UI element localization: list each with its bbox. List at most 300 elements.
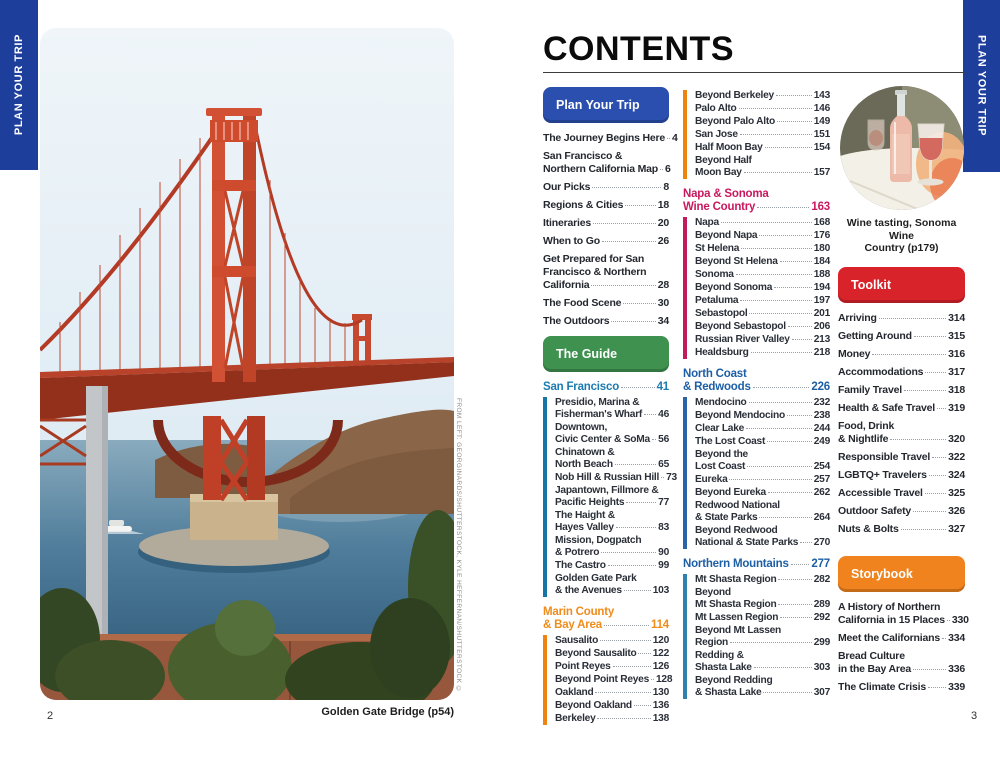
toc-entry xyxy=(695,282,830,294)
toc-entry xyxy=(838,600,969,627)
bridge-photo-caption: Golden Gate Bridge (p54) xyxy=(321,706,454,718)
plan-your-trip-tab-right xyxy=(963,0,1000,172)
toc-page-number: 257 xyxy=(813,474,830,485)
toolkit-list xyxy=(838,312,965,536)
toolkit-banner xyxy=(838,267,965,303)
toc-page-number: 307 xyxy=(813,687,830,698)
toc-page-number: 197 xyxy=(813,295,830,306)
toc-entry xyxy=(695,334,830,346)
toc-entry xyxy=(543,253,669,292)
dot-leader xyxy=(763,692,811,693)
toc-label: Russian River Valley xyxy=(695,334,790,345)
dot-leader xyxy=(787,415,812,416)
dot-leader xyxy=(661,477,664,478)
toc-label: & Bay Area xyxy=(543,619,602,631)
toc-label: Responsible Travel xyxy=(838,450,931,463)
toc-label: Petaluma xyxy=(695,295,739,306)
toc-entry xyxy=(838,348,965,361)
toc-page-number: 184 xyxy=(813,256,830,267)
section-items xyxy=(543,635,673,725)
wine-tasting-photo xyxy=(840,86,964,210)
toc-entry xyxy=(838,384,965,397)
toc-entry xyxy=(555,700,669,712)
toc-page-number: 317 xyxy=(948,365,965,378)
dot-leader xyxy=(602,241,656,242)
toc-label: Mt Lassen Region xyxy=(695,612,779,623)
toc-label: San Francisco & xyxy=(543,150,623,162)
toc-entry xyxy=(695,474,830,486)
toc-page-number: 180 xyxy=(813,243,830,254)
toc-label: Northern Mountains xyxy=(683,558,789,570)
toc-entry xyxy=(555,713,669,725)
toc-page-number: 322 xyxy=(948,450,965,463)
wine-photo-caption xyxy=(838,217,965,255)
dot-leader xyxy=(616,527,656,528)
toc-label: Food, Drink xyxy=(838,419,895,432)
toc-page-number: 319 xyxy=(948,401,965,414)
toc-entry xyxy=(695,612,830,624)
toc-entry xyxy=(555,447,669,471)
toc-page-number: 218 xyxy=(813,347,830,358)
toc-label: Our Picks xyxy=(543,181,591,193)
contents-column-1 xyxy=(543,87,678,726)
toc-page-number: 151 xyxy=(813,129,830,140)
dot-leader xyxy=(904,390,946,391)
toc-label: Point Reyes xyxy=(555,661,611,672)
toc-label: Presidio, Marina & xyxy=(555,397,640,408)
toc-entry xyxy=(695,675,830,699)
toc-label: Nob Hill & Russian Hill xyxy=(555,472,660,483)
toc-label: Chinatown & xyxy=(555,447,615,458)
dot-leader xyxy=(736,274,812,275)
toc-entry xyxy=(695,347,830,359)
toc-entry xyxy=(555,485,669,509)
dot-leader xyxy=(740,300,811,301)
toc-page-number: 136 xyxy=(652,700,669,711)
dot-leader xyxy=(644,414,656,415)
toc-label: Francisco & Northern xyxy=(543,266,647,278)
dot-leader xyxy=(765,147,812,148)
toc-label: Getting Around xyxy=(838,329,912,342)
dot-leader xyxy=(667,138,670,139)
dot-leader xyxy=(591,285,655,286)
toc-label: Sebastopol xyxy=(695,308,748,319)
toc-label: Berkeley xyxy=(555,713,596,724)
toc-label: Moon Bay xyxy=(695,167,742,178)
toc-label: Sausalito xyxy=(555,635,599,646)
dot-leader xyxy=(621,387,655,388)
toc-page-number: 90 xyxy=(658,547,669,558)
tab-label: PLAN YOUR TRIP xyxy=(13,34,25,136)
page-number-right: 3 xyxy=(971,710,978,722)
dot-leader xyxy=(778,604,811,605)
toc-page-number: 334 xyxy=(948,631,965,644)
toc-label: Redding & xyxy=(695,650,744,661)
section-header xyxy=(683,558,830,571)
toc-page-number: 188 xyxy=(813,269,830,280)
toc-label: The Food Scene xyxy=(543,297,622,309)
section-header xyxy=(683,188,830,214)
toc-entry xyxy=(543,217,669,230)
dot-leader xyxy=(730,642,812,643)
toc-entry xyxy=(683,188,830,214)
toc-label: When to Go xyxy=(543,235,600,247)
dot-leader xyxy=(767,441,812,442)
toc-entry xyxy=(695,436,830,448)
dot-leader xyxy=(595,692,650,693)
toc-entry xyxy=(555,397,669,421)
golden-gate-bridge-photo xyxy=(40,28,454,700)
toc-label: & the Avenues xyxy=(555,585,622,596)
dot-leader xyxy=(625,205,655,206)
toc-entry xyxy=(695,321,830,333)
dot-leader xyxy=(913,511,946,512)
wine-illustration xyxy=(840,86,964,210)
toc-label: Eureka xyxy=(695,474,728,485)
toc-entry xyxy=(543,199,669,212)
toc-label: Beyond Redwood xyxy=(695,525,778,536)
toc-label: Half Moon Bay xyxy=(695,142,763,153)
dot-leader xyxy=(780,261,812,262)
toc-label: Beyond Eureka xyxy=(695,487,766,498)
dot-leader xyxy=(777,121,812,122)
section-northern-mountains xyxy=(683,558,830,699)
section-header xyxy=(683,368,830,394)
toc-label: Beyond Mendocino xyxy=(695,410,785,421)
toc-entry xyxy=(555,573,669,597)
dot-leader xyxy=(592,187,661,188)
toc-page-number: 315 xyxy=(948,329,965,342)
toc-label: Hayes Valley xyxy=(555,522,614,533)
toc-page-number: 77 xyxy=(658,497,669,508)
toc-label: Beyond St Helena xyxy=(695,256,778,267)
toc-entry xyxy=(838,523,965,536)
toc-page-number: 30 xyxy=(657,297,669,309)
toc-page-number: 232 xyxy=(813,397,830,408)
toc-entry xyxy=(543,132,678,145)
toc-entry xyxy=(555,635,669,647)
toc-label: Nuts & Bolts xyxy=(838,522,899,535)
toc-label: California xyxy=(543,279,590,291)
section-items xyxy=(543,397,677,597)
dot-leader xyxy=(739,108,812,109)
toc-page-number: 8 xyxy=(663,181,669,193)
toc-label: The Journey Begins Here xyxy=(543,132,666,144)
toc-label: Napa & Sonoma xyxy=(683,188,769,200)
toc-entry xyxy=(695,587,830,611)
dot-leader xyxy=(749,402,812,403)
dot-leader xyxy=(634,705,651,706)
toc-label: Healdsburg xyxy=(695,347,749,358)
dot-leader xyxy=(613,666,651,667)
toc-entry xyxy=(838,402,965,415)
toc-page-number: 324 xyxy=(948,468,965,481)
toc-page-number: 292 xyxy=(813,612,830,623)
section-header xyxy=(543,606,669,632)
toc-page-number: 103 xyxy=(652,585,669,596)
toc-page-number: 194 xyxy=(813,282,830,293)
toc-label: Beyond Oakland xyxy=(555,700,632,711)
dot-leader xyxy=(759,235,811,236)
contents-column-2 xyxy=(683,87,830,700)
dot-leader xyxy=(626,502,656,503)
toc-entry xyxy=(695,90,830,102)
dot-leader xyxy=(638,653,650,654)
toc-entry xyxy=(555,510,669,534)
dot-leader xyxy=(774,287,812,288)
wine-caption-line1: Wine tasting, Sonoma Wine xyxy=(846,217,957,242)
toc-label: Mission, Dogpatch xyxy=(555,535,642,546)
toc-page-number: 262 xyxy=(813,487,830,498)
banner-label: Toolkit xyxy=(851,277,892,292)
section-items xyxy=(683,90,830,179)
dot-leader xyxy=(624,590,651,591)
dot-leader xyxy=(608,565,656,566)
dot-leader xyxy=(651,679,654,680)
toc-entry xyxy=(555,648,669,660)
toc-entry xyxy=(838,487,965,500)
title-rule xyxy=(543,72,965,73)
toc-entry xyxy=(838,451,965,464)
toc-label: Beyond Palo Alto xyxy=(695,116,775,127)
dot-leader xyxy=(788,326,812,327)
dot-leader xyxy=(791,564,810,565)
toc-label: Beyond xyxy=(695,587,731,598)
toc-label: Accessible Travel xyxy=(838,486,923,499)
toc-page-number: 254 xyxy=(813,461,830,472)
toc-entry xyxy=(695,295,830,307)
toc-page-number: 320 xyxy=(948,432,965,445)
dot-leader xyxy=(600,640,651,641)
toc-label: Mendocino xyxy=(695,397,747,408)
toc-label: & Potrero xyxy=(555,547,600,558)
toc-page-number: 65 xyxy=(658,459,669,470)
toc-label: The Haight & xyxy=(555,510,615,521)
toc-label: Health & Safe Travel xyxy=(838,401,935,414)
toc-page-number: 41 xyxy=(656,381,669,393)
toc-entry xyxy=(543,235,669,248)
toc-label: Palo Alto xyxy=(695,103,737,114)
toc-entry xyxy=(543,606,669,632)
toc-label: Beyond Napa xyxy=(695,230,758,241)
dot-leader xyxy=(792,339,812,340)
toc-entry xyxy=(695,142,830,154)
toc-label: Fisherman's Wharf xyxy=(555,409,643,420)
dot-leader xyxy=(593,223,656,224)
toc-entry xyxy=(695,397,830,409)
toc-page-number: 126 xyxy=(652,661,669,672)
dot-leader xyxy=(947,620,950,621)
toc-label: St Helena xyxy=(695,243,740,254)
toc-page-number: 83 xyxy=(658,522,669,533)
toc-page-number: 154 xyxy=(813,142,830,153)
plan-your-trip-list xyxy=(543,132,678,328)
dot-leader xyxy=(601,552,656,553)
contents-column-3 xyxy=(838,86,969,699)
toc-entry xyxy=(838,505,965,518)
toc-label: Beyond the xyxy=(695,449,748,460)
toc-label: A History of Northern xyxy=(838,600,941,613)
photo-credit: FROM LEFT: GEORGINARDS/SHUTTERSTOCK, KYLE HEFFERNAN/SHUTTERSTOCK © xyxy=(455,398,462,693)
toc-label: Mt Shasta Region xyxy=(695,574,777,585)
dot-leader xyxy=(928,687,946,688)
toc-label: Redwood National xyxy=(695,500,780,511)
toc-label: Accommodations xyxy=(838,365,924,378)
section-items xyxy=(683,574,830,699)
toc-label: Meet the Californians xyxy=(838,631,940,644)
dot-leader xyxy=(615,464,656,465)
toc-label: Mt Shasta Region xyxy=(695,599,777,610)
toc-page-number: 316 xyxy=(948,347,965,360)
dot-leader xyxy=(937,408,946,409)
toc-entry xyxy=(695,650,830,674)
dot-leader xyxy=(759,517,811,518)
toc-entry xyxy=(838,330,965,343)
toc-label: Itineraries xyxy=(543,217,591,229)
plan-your-trip-tab-left xyxy=(0,0,38,170)
toc-page-number: 143 xyxy=(813,90,830,101)
toc-entry xyxy=(683,558,830,571)
dot-leader xyxy=(800,542,812,543)
toc-label: The Climate Crisis xyxy=(838,680,927,693)
toc-page-number: 73 xyxy=(666,472,677,483)
toc-page-number: 6 xyxy=(665,163,671,175)
toc-entry xyxy=(695,256,830,268)
toc-label: Money xyxy=(838,347,871,360)
toc-entry xyxy=(543,150,669,176)
dot-leader xyxy=(749,313,811,314)
toc-page-number: 34 xyxy=(657,315,669,327)
toc-label: North Beach xyxy=(555,459,613,470)
toc-entry xyxy=(838,681,965,694)
toc-entry xyxy=(695,487,830,499)
toc-entry xyxy=(543,381,669,394)
toc-entry xyxy=(838,312,965,325)
toc-page-number: 149 xyxy=(813,116,830,127)
toc-page-number: 146 xyxy=(813,103,830,114)
dot-leader xyxy=(604,625,649,626)
toc-entry xyxy=(695,129,830,141)
toc-label: The Castro xyxy=(555,560,606,571)
banner-label: Storybook xyxy=(851,566,913,581)
toc-entry xyxy=(555,535,669,559)
toc-page-number: 270 xyxy=(813,537,830,548)
toc-page-number: 201 xyxy=(813,308,830,319)
toc-entry xyxy=(838,632,965,645)
toc-label: Beyond Sonoma xyxy=(695,282,773,293)
toc-page-number: 120 xyxy=(652,635,669,646)
dot-leader xyxy=(925,372,946,373)
toc-page-number: 46 xyxy=(658,409,669,420)
dot-leader xyxy=(890,439,946,440)
toc-label: Wine Country xyxy=(683,201,756,213)
the-guide-banner xyxy=(543,336,669,372)
toc-entry xyxy=(695,230,830,242)
toc-label: Marin County xyxy=(543,606,615,618)
toc-entry xyxy=(555,687,669,699)
toc-label: National & State Parks xyxy=(695,537,799,548)
toc-label: Beyond Point Reyes xyxy=(555,674,650,685)
toc-page-number: 157 xyxy=(813,167,830,178)
tab-label: PLAN YOUR TRIP xyxy=(975,35,988,137)
toc-entry xyxy=(838,366,965,379)
dot-leader xyxy=(942,638,946,639)
toc-label: The Outdoors xyxy=(543,315,610,327)
toc-page-number: 206 xyxy=(813,321,830,332)
section-items xyxy=(683,397,830,549)
toc-entry xyxy=(695,269,830,281)
toc-label: Outdoor Safety xyxy=(838,504,912,517)
section-san-francisco xyxy=(543,381,677,597)
toc-page-number: 122 xyxy=(652,648,669,659)
dot-leader xyxy=(751,352,812,353)
toc-page-number: 226 xyxy=(811,381,830,393)
dot-leader xyxy=(932,457,946,458)
plan-your-trip-banner xyxy=(543,87,669,123)
toc-entry xyxy=(695,625,830,649)
dot-leader xyxy=(872,354,946,355)
toc-page-number: 303 xyxy=(813,662,830,673)
page-number-left: 2 xyxy=(47,710,54,722)
toc-label: Beyond Berkeley xyxy=(695,90,774,101)
toc-page-number: 26 xyxy=(657,235,669,247)
toc-label: Regions & Cities xyxy=(543,199,624,211)
toc-entry xyxy=(695,217,830,229)
dot-leader xyxy=(914,336,946,337)
toc-label: Beyond Sausalito xyxy=(555,648,637,659)
section-marin-county xyxy=(543,606,673,725)
toc-entry xyxy=(555,661,669,673)
toc-page-number: 336 xyxy=(948,662,965,675)
toc-label: Golden Gate Park xyxy=(555,573,637,584)
banner-label: Plan Your Trip xyxy=(556,98,640,112)
toc-label: Beyond Half xyxy=(695,155,752,166)
toc-page-number: 289 xyxy=(813,599,830,610)
dot-leader xyxy=(744,172,812,173)
toc-entry xyxy=(555,560,669,572)
toc-label: San Francisco xyxy=(543,381,620,393)
toc-label: Civic Center & SoMa xyxy=(555,434,650,445)
toc-page-number: 238 xyxy=(813,410,830,421)
toc-label: Pacific Heights xyxy=(555,497,625,508)
dot-leader xyxy=(660,169,663,170)
toc-label: Oakland xyxy=(555,687,594,698)
toc-entry xyxy=(695,103,830,115)
toc-entry xyxy=(543,315,669,328)
toc-page-number: 138 xyxy=(652,713,669,724)
toc-page-number: 20 xyxy=(657,217,669,229)
dot-leader xyxy=(623,303,655,304)
toc-page-number: 176 xyxy=(813,230,830,241)
toc-page-number: 28 xyxy=(657,279,669,291)
toc-page-number: 130 xyxy=(652,687,669,698)
section-items xyxy=(683,217,830,359)
toc-label: Napa xyxy=(695,217,719,228)
dot-leader xyxy=(879,318,946,319)
dot-leader xyxy=(611,321,655,322)
toc-entry xyxy=(543,181,669,194)
toc-label: & State Parks xyxy=(695,512,758,523)
toc-label: Get Prepared for San xyxy=(543,253,645,265)
toc-entry xyxy=(683,368,830,394)
bridge-illustration xyxy=(40,28,454,700)
toc-page-number: 277 xyxy=(811,558,830,570)
toc-entry xyxy=(838,650,965,676)
toc-entry xyxy=(695,500,830,524)
toc-entry xyxy=(695,525,830,549)
toc-entry xyxy=(838,469,965,482)
toc-label: Beyond Redding xyxy=(695,675,773,686)
